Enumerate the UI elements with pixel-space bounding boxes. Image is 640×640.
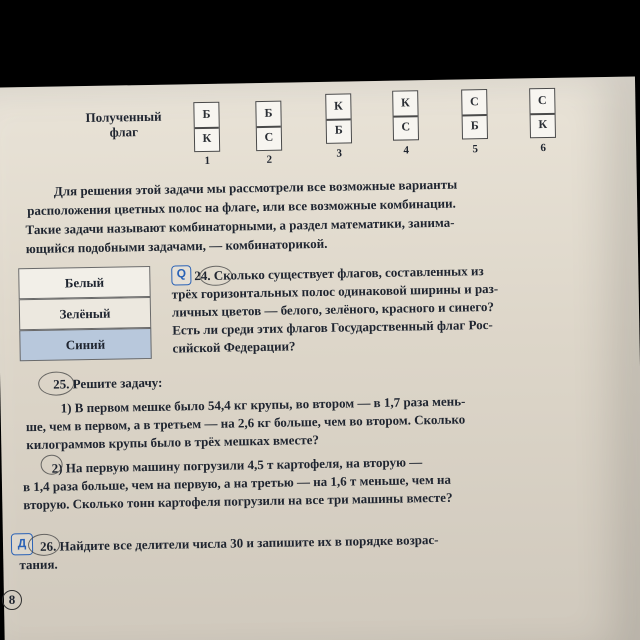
exercise-badge: Д <box>11 533 33 555</box>
stripe-green <box>19 297 152 330</box>
flag-divider <box>531 113 555 115</box>
problem-25-line-2: ше, чем в первом, а в третьем — на 2,6 кг больше, чем во втором. Сколько <box>25 411 466 435</box>
flag-divider <box>394 115 418 117</box>
problem-24-line-3: личных цветов — белого, зелёного, красного и синего? <box>171 298 495 320</box>
flag-variant-4 <box>392 90 419 140</box>
intro-line-3: Такие задачи называют комбинаторными, а раздел математики, занима- <box>25 214 455 238</box>
page-number: 8 <box>2 590 22 610</box>
flag-divider <box>195 127 219 129</box>
flag-number-4: 4 <box>403 144 410 157</box>
stripe-white-label: Белый <box>64 274 105 291</box>
stripe-white <box>18 266 151 299</box>
flag-variant-6 <box>529 88 556 138</box>
problem-24-line-1: 24. Сколько существует флагов, составленных из <box>194 263 484 284</box>
stripe-green-label: Зелёный <box>59 305 111 322</box>
flag-bottom-letter: С <box>264 129 274 144</box>
intro-line-4: ющийся подобными задачами, — комбинаторикой. <box>25 235 328 257</box>
problem-24-line-5: сийской Федерации? <box>172 338 296 356</box>
search-badge: Q <box>171 265 191 285</box>
flag-variant-5 <box>461 89 488 139</box>
problem-24-line-2: трёх горизонтальных полос одинаковой ширины и раз- <box>171 280 499 302</box>
flag-variant-2 <box>255 101 282 151</box>
flag-top-letter: Б <box>264 105 273 120</box>
problem-25-line-6: вторую. Сколько тонн картофеля погрузили на все три машины вместе? <box>23 489 453 513</box>
problem-26-line-1: 26. Найдите все делители числа 30 и запишите их в порядке возрас- <box>39 531 439 554</box>
stripe-blue <box>19 328 152 361</box>
flag-top-letter: К <box>333 98 343 113</box>
flag-divider <box>327 118 351 120</box>
flag-number-1: 1 <box>204 154 211 167</box>
intro-line-1: Для решения этой задачи мы рассмотрели все возможные варианты <box>53 176 458 199</box>
flag-top-letter: С <box>537 93 547 108</box>
flag-bottom-letter: С <box>401 119 411 134</box>
flag-number-2: 2 <box>266 153 273 166</box>
flag-variant-1 <box>193 102 220 152</box>
flag-divider <box>257 126 281 128</box>
problem-26-line-2: тания. <box>19 556 58 573</box>
flag-divider <box>463 114 487 116</box>
problem-25-line-1: 1) В первом мешке было 54,4 кг крупы, во втором — в 1,7 раза мень- <box>60 393 466 416</box>
flag-number-6: 6 <box>540 142 547 155</box>
flag-top-letter: Б <box>202 106 211 122</box>
intro-line-2: расположения цветных полос на флаге, или все возможные комбинации. <box>27 195 456 219</box>
flag-bottom-letter: К <box>202 130 212 146</box>
problem-24-line-4: Есть ли среди этих флагов Государственный флаг Рос- <box>172 316 493 338</box>
flag-variant-3 <box>325 93 352 143</box>
flag-bottom-letter: К <box>538 117 548 132</box>
flag-number-3: 3 <box>336 147 343 160</box>
flag-bottom-letter: Б <box>334 122 343 137</box>
textbook-page <box>0 76 640 640</box>
flag-top-letter: С <box>469 94 479 109</box>
received-flag-label: Полученный флаг <box>85 108 162 140</box>
stripe-blue-label: Синий <box>65 336 106 353</box>
problem-25-title: 25. Решите задачу: <box>53 374 163 392</box>
flag-top-letter: К <box>400 95 410 110</box>
problem-25-line-4: 2) На первую машину погрузили 4,5 т картофеля, на вторую — <box>51 454 423 476</box>
flag-bottom-letter: Б <box>470 118 479 133</box>
problem-25-line-5: в 1,4 раза больше, чем на первую, а на третью — на 1,6 т меньше, чем на <box>22 471 452 495</box>
problem-25-line-3: килограммов крупы было в трёх мешках вместе? <box>26 432 320 453</box>
flag-number-5: 5 <box>472 143 479 156</box>
